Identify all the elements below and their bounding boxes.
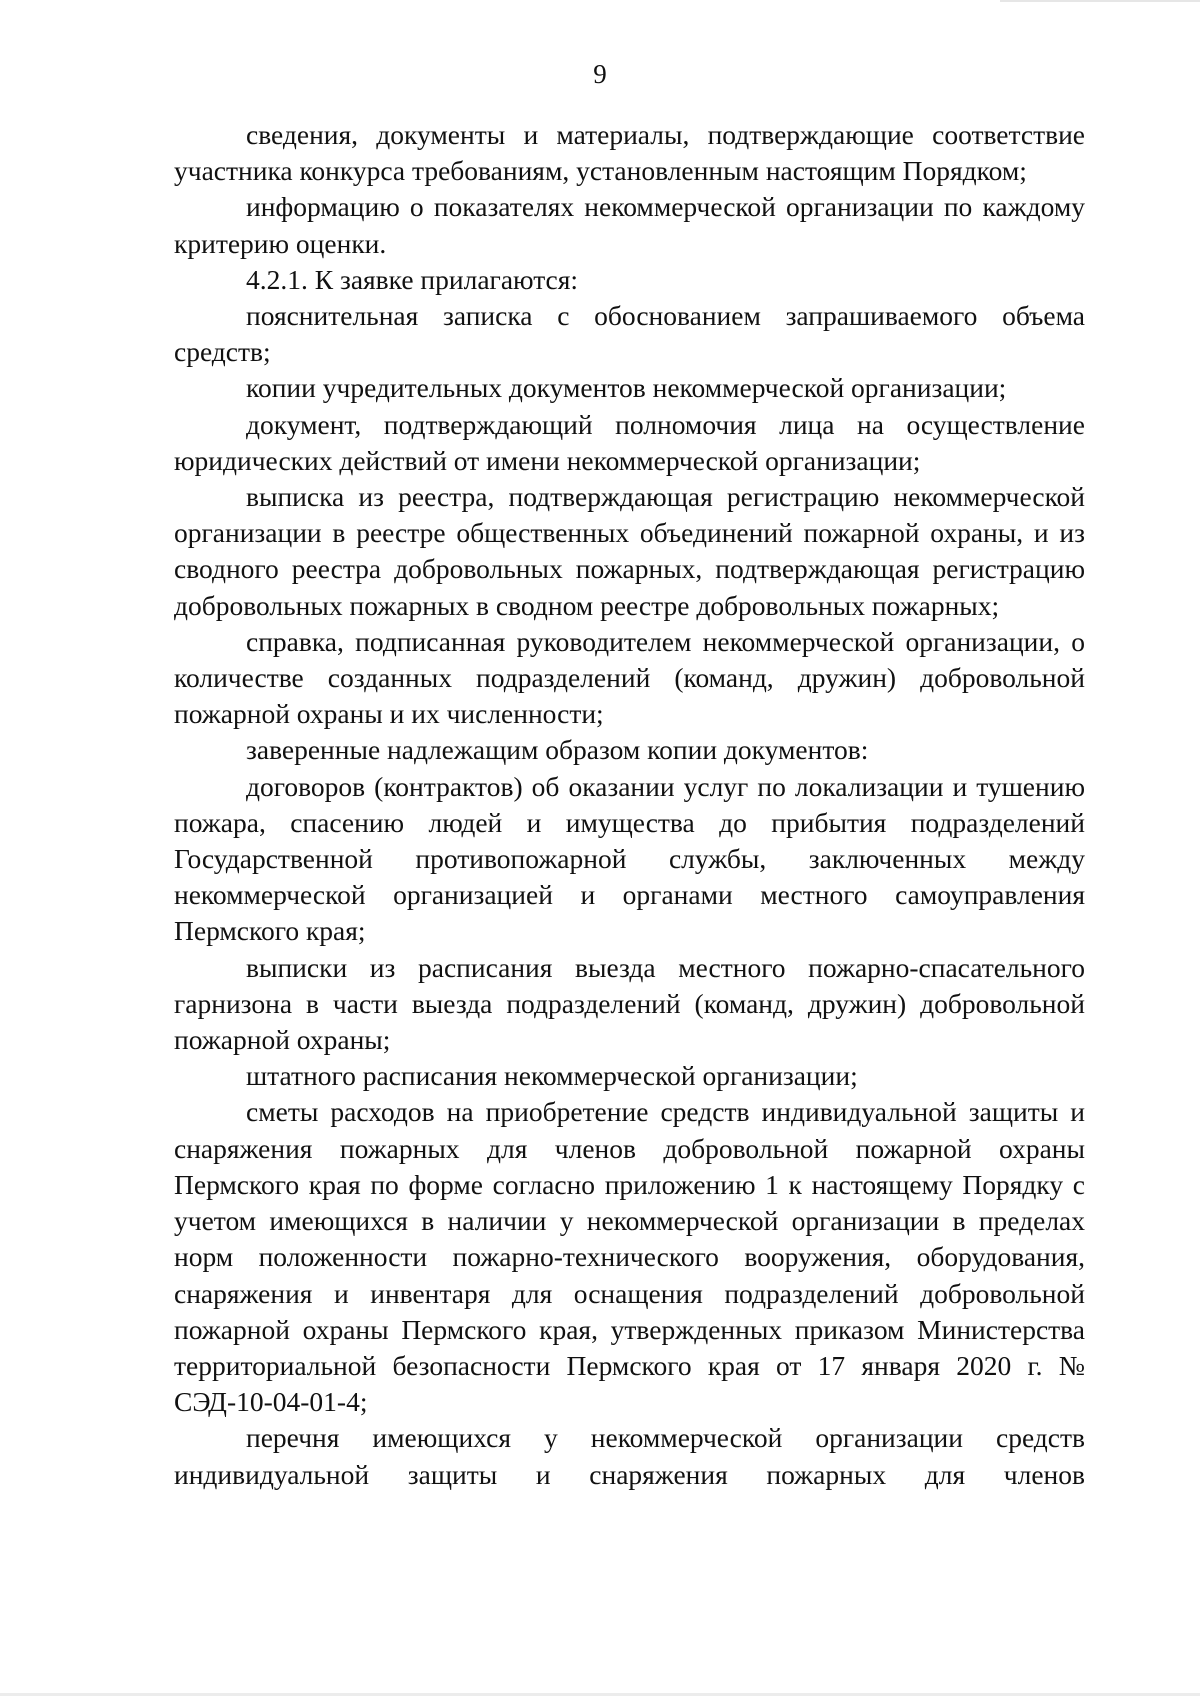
paragraph: штатного расписания некоммерческой организации; [246, 1060, 858, 1092]
paragraph: информацию о показателях некоммерческой организации по каждому критерию оценки. [174, 191, 1085, 259]
paragraph: сведения, документы и материалы, подтверждающие соответствие участника конкурса требованиям, установленным настоящим Порядком; [174, 119, 1085, 187]
paragraph: копии учредительных документов некоммерческой организации; [246, 372, 1007, 404]
paragraph: справка, подписанная руководителем некоммерческой организации, о количестве созданных подразделений (команд, дружин) добровольной пожарной охраны и их численности; [174, 625, 1085, 730]
paragraph-continued: перечня имеющихся у некоммерческой организации средств индивидуальной защиты и снаряжения пожарных для членов [174, 1422, 1085, 1490]
paragraph: 4.2.1. К заявке прилагаются: [246, 263, 579, 295]
paragraph: сметы расходов на приобретение средств индивидуальной защиты и снаряжения пожарных для членов добровольной пожарной охраны Пермского края по форме согласно приложению 1 к настоящему Порядку с учетом имеющихся в наличии у некоммерческой организации в пределах норм положенности пожарно-технического вооружения, оборудования, снаряжения и инвентаря для оснащения подразделений добровольной пожарной охраны Пермского края, утвержденных приказом Министерства территориальной безопасности Пермского края от 17 января 2020 г. № СЭД-10-04-01-4; [174, 1096, 1085, 1418]
scan-edge-top [1000, 0, 1200, 2]
paragraph: документ, подтверждающий полномочия лица на осуществление юридических действий от имени некоммерческой организации; [174, 408, 1085, 476]
document-body [174, 117, 1085, 1493]
paragraph: выписка из реестра, подтверждающая регистрацию некоммерческой организации в реестре общественных объединений пожарной охраны, и из сводного реестра добровольных пожарных, подтверждающая регистрацию добровольных пожарных в сводном реестре добровольных пожарных; [174, 481, 1085, 621]
paragraph: заверенные надлежащим образом копии документов: [246, 734, 869, 766]
paragraph: пояснительная записка с обоснованием запрашиваемого объема средств; [174, 300, 1085, 368]
paragraph: выписки из расписания выезда местного пожарно-спасательного гарнизона в части выезда подразделений (команд, дружин) добровольной пожарной охраны; [174, 951, 1085, 1056]
paragraph: договоров (контрактов) об оказании услуг по локализации и тушению пожара, спасению людей и имущества до прибытия подразделений Государственной противопожарной службы, заключенных между некоммерческой организацией и органами местного самоуправления Пермского края; [174, 770, 1085, 947]
page-number: 9 [593, 59, 607, 89]
